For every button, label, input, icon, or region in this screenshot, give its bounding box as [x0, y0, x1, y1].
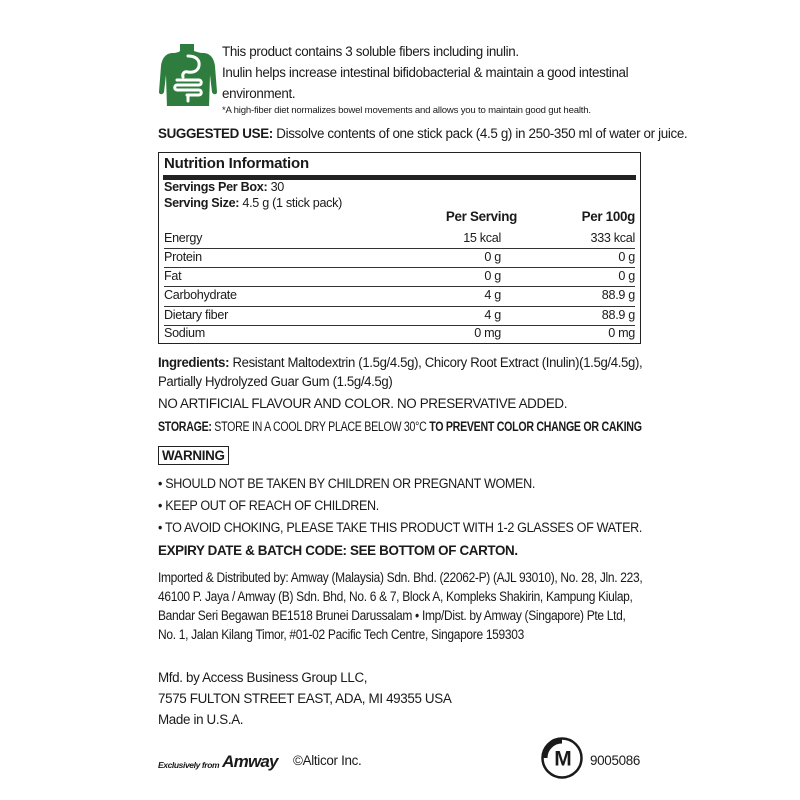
m-logo-letter: M: [554, 747, 572, 771]
manufacturer-info: [158, 667, 451, 730]
nutrient-per-serving: 4 g: [484, 308, 501, 322]
expiry-batch-statement: EXPIRY DATE & BATCH CODE: SEE BOTTOM OF CARTON.: [158, 543, 518, 558]
nutrient-row-protein: [164, 248, 635, 267]
intro-footnote: *A high-fiber diet normalizes bowel movements and allows you to maintain good gut health.: [222, 105, 591, 116]
manufacturer-line: Made in U.S.A.: [158, 712, 244, 727]
nutrient-row-carbohydrate: [164, 286, 635, 305]
nutrition-title: Nutrition Information: [164, 155, 309, 172]
storage-instructions: [158, 417, 642, 436]
nutrient-row-fat: [164, 267, 635, 286]
warning-item: • KEEP OUT OF REACH OF CHILDREN.: [158, 498, 379, 513]
nutrient-per-100g: 88.9 g: [601, 308, 635, 322]
storage-label: STORAGE:: [158, 419, 212, 434]
intro-text: [222, 41, 642, 118]
product-code: 9005086: [590, 753, 641, 768]
importer-line: No. 1, Jalan Kilang Timor, #01-02 Pacific Tech Centre, Singapore 159303: [158, 627, 524, 642]
suggested-use-text: Dissolve contents of one stick pack (4.5 g) in 250-350 ml of water or juice.: [272, 126, 688, 141]
storage-emphasis: TO PREVENT COLOR CHANGE OR CAKING: [429, 419, 642, 434]
warning-item: • SHOULD NOT BE TAKEN BY CHILDREN OR PREGNANT WOMEN.: [158, 476, 536, 491]
nutrient-row-dietary-fiber: [164, 306, 635, 325]
importer-line: Bandar Seri Begawan BE1518 Brunei Darussalam • Imp/Dist. by Amway (Singapore) Pte Ltd,: [158, 608, 626, 623]
importer-info: [158, 568, 699, 644]
servings-value: 30: [267, 180, 284, 194]
nutrient-name: Energy: [164, 231, 203, 245]
nutrient-per-serving: 0 g: [484, 250, 501, 264]
manufacturer-line: 7575 FULTON STREET EAST, ADA, MI 49355 USA: [158, 691, 452, 706]
servings-per-box: [164, 180, 284, 194]
nutrient-per-serving: 0 g: [484, 269, 501, 283]
serving-size: [164, 196, 342, 210]
nutrient-name: Fat: [164, 269, 182, 283]
manufacturer-line: Mfd. by Access Business Group LLC,: [158, 670, 368, 685]
warning-item: • TO AVOID CHOKING, PLEASE TAKE THIS PRODUCT WITH 1-2 GLASSES OF WATER.: [158, 520, 643, 535]
nutrient-per-100g: 333 kcal: [590, 231, 635, 245]
amway-logo: Amway: [222, 752, 278, 771]
storage-text: STORE IN A COOL DRY PLACE BELOW 30°C: [211, 419, 430, 434]
nutrient-per-serving: 4 g: [484, 288, 501, 302]
nutrient-name: Dietary fiber: [164, 308, 228, 322]
digestive-system-icon: [158, 42, 218, 106]
no-artificial-statement: NO ARTIFICIAL FLAVOUR AND COLOR. NO PRESERVATIVE ADDED.: [158, 396, 568, 411]
serving-size-value: 4.5 g (1 stick pack): [239, 196, 343, 210]
nutrient-row-energy: [164, 229, 635, 248]
suggested-use: [158, 126, 687, 141]
nutrient-per-100g: 0 g: [618, 250, 635, 264]
warning-list: [158, 473, 674, 539]
ingredients-line-1: [158, 353, 642, 372]
warning-label-box: WARNING: [158, 446, 229, 465]
importer-line: 46100 P. Jaya / Amway (B) Sdn. Bhd, No. 6 & 7, Block A, Kompleks Shakirin, Kampung Kiulap,: [158, 589, 633, 604]
intro-line-3: environment.: [222, 86, 296, 101]
serving-size-label: Serving Size:: [164, 196, 240, 210]
nutrient-per-100g: 0 g: [618, 269, 635, 283]
nutrient-per-serving: 0 mg: [474, 326, 501, 340]
ingredients-label: Ingredients:: [158, 355, 230, 370]
intro-line-1: This product contains 3 soluble fibers including inulin.: [222, 44, 519, 59]
intro-line-2: Inulin helps increase intestinal bifidobacterial & maintain a good intestinal: [222, 65, 629, 80]
exclusive-brand-mark: [158, 753, 278, 770]
suggested-use-label: SUGGESTED USE:: [158, 126, 273, 141]
nutrient-row-sodium: [164, 324, 635, 343]
nutrient-per-serving: 15 kcal: [463, 231, 501, 245]
nutrient-name: Sodium: [164, 326, 205, 340]
exclusive-text: Exclusively from: [158, 760, 220, 770]
m-circle-logo-icon: [541, 737, 583, 779]
nutrient-per-100g: 88.9 g: [601, 288, 635, 302]
nutrient-per-100g: 0 mg: [608, 326, 635, 340]
ingredients-line-2: Partially Hydrolyzed Guar Gum (1.5g/4.5g): [158, 374, 393, 389]
nutrient-name: Protein: [164, 250, 202, 264]
col-per-100g: Per 100g: [581, 209, 635, 224]
ingredients: [158, 353, 651, 391]
nutrition-panel: [158, 152, 641, 344]
importer-line: Imported & Distributed by: Amway (Malaysia) Sdn. Bhd. (22062-P) (AJL 93010), No. 28, Jln. 223,: [158, 570, 643, 585]
copyright: ©Alticor Inc.: [293, 753, 362, 768]
nutrient-name: Carbohydrate: [164, 288, 237, 302]
col-per-serving: Per Serving: [445, 209, 517, 224]
servings-label: Servings Per Box:: [164, 180, 268, 194]
ingredients-text-1: Resistant Maltodextrin (1.5g/4.5g), Chicory Root Extract (Inulin)(1.5g/4.5g),: [229, 355, 643, 370]
